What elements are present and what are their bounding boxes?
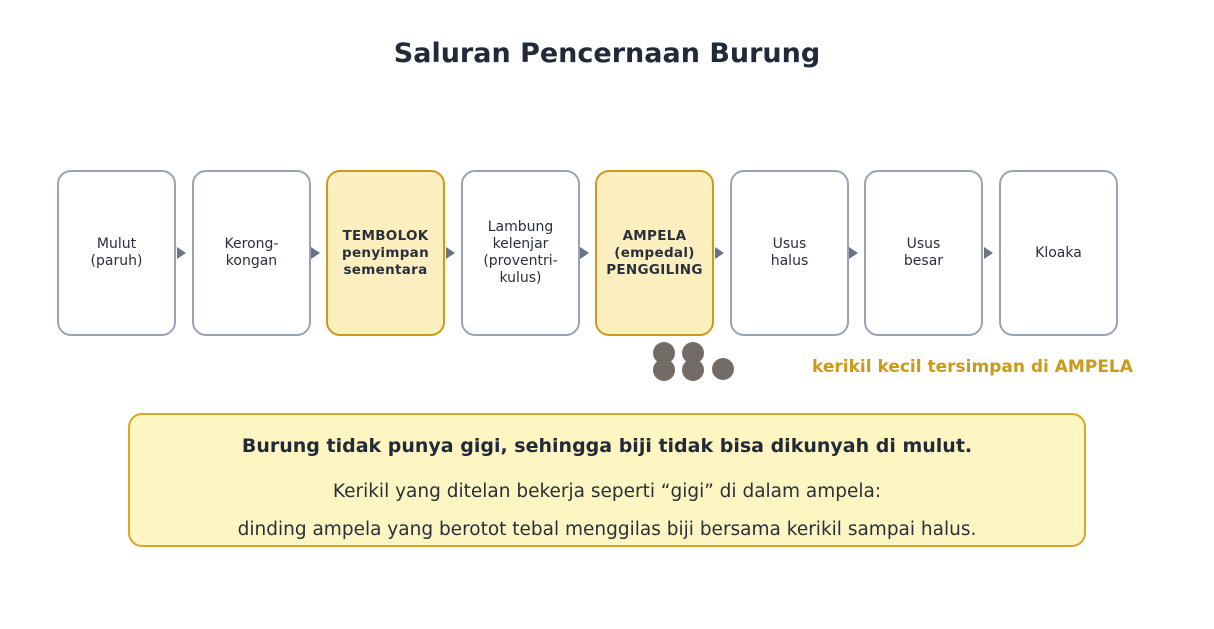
info-line-1: Kerikil yang ditelan bekerja seperti “gigi” di dalam ampela: [332,481,882,502]
arrow-3 [446,247,455,259]
arrow-5 [715,247,724,259]
step-usus-halus [730,170,849,336]
step-label: Kloaka [1035,244,1082,261]
arrow-6 [849,247,858,259]
step-kerongkongan [192,170,311,336]
pebble [653,359,675,381]
step-kloaka [999,170,1118,336]
step-label: Kerong- kongan [224,236,279,269]
step-tembolok [326,170,445,336]
arrow-2 [311,247,320,259]
step-label: Lambung kelenjar (proventri- kulus) [483,219,558,286]
pebble [712,358,734,380]
pebble [682,359,704,381]
info-heading: Burung tidak punya gigi, sehingga biji tidak bisa dikunyah di mulut. [241,435,973,457]
step-mulut [57,170,176,336]
step-usus-besar [864,170,983,336]
diagram-title: Saluran Pencernaan Burung [393,38,821,69]
arrow-7 [984,247,993,259]
pebble-note: kerikil kecil tersimpan di AMPELA [812,357,1133,377]
step-label: Mulut (paruh) [90,236,143,269]
step-label: TEMBOLOK penyimpan sementara [341,227,429,278]
pebbles [653,342,734,381]
arrow-4 [580,247,589,259]
step-ampela [595,170,714,336]
step-label: AMPELA (empedal) PENGGILING [606,227,703,278]
info-box [128,413,1086,547]
arrow-1 [177,247,186,259]
info-line-2: dinding ampela yang berotot tebal menggilas biji bersama kerikil sampai halus. [237,519,977,540]
step-label: Usus halus [770,236,809,269]
step-lambung-kelenjar [461,170,580,336]
step-label: Usus besar [903,236,944,269]
